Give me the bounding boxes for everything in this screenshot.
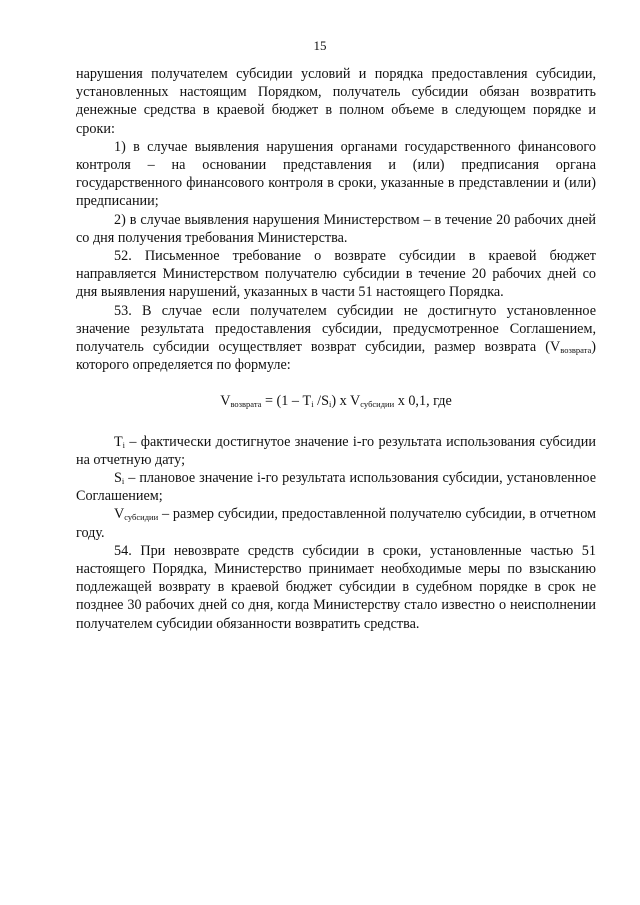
formula-end: x 0,1, где: [394, 393, 452, 410]
definition-v-symbol: V: [114, 506, 125, 523]
definition-t-symbol: T: [114, 433, 123, 450]
definition-v-sub: субсидии: [124, 512, 159, 523]
formula-eq: = (1 – T: [261, 393, 312, 410]
paragraph-53-subscript: возврата: [560, 345, 592, 356]
paragraph-53-text: 53. В случае если получателем субсидии не достигнуто установленное значение результата предоставления субсидии, предусмотренное Соглашением, получатель субсидии осуществляет возврат субсидии, размер возврата (V: [76, 302, 596, 356]
definition-s-symbol: S: [114, 470, 122, 487]
document-body: [76, 65, 596, 633]
definition-t-sub: i: [122, 439, 126, 450]
paragraph-54: 54. При невозврате средств субсидии в сроки, установленные частью 51 настоящего Порядка, Министерство принимает необходимые меры по взысканию подлежащей возврату в краевой бюджет субсидии в судебном порядке в срок не позднее 30 рабочих дней со дня, когда Министерству стало известно о неисполнении получателем субсидии обязанности возвратить средства.: [76, 542, 596, 632]
paragraph-52: 52. Письменное требование о возврате субсидии в краевой бюджет направляется Министерством получателю субсидии в течение 20 рабочих дней со дня выявления нарушений, указанных в части 51 настоящего Порядка.: [76, 248, 596, 301]
paragraph-53: [76, 302, 596, 375]
definition-s-text: – плановое значение i-го результата использования субсидии, установленное Соглашением;: [76, 470, 596, 505]
formula-mid: ) x V: [331, 393, 361, 410]
definition-t: [76, 433, 596, 469]
formula-v: V: [220, 393, 231, 410]
formula-sub-subsidy: субсидии: [360, 399, 395, 410]
definition-v-text: – размер субсидии, предоставленной получателю субсидии, в отчетном году.: [76, 506, 596, 541]
definition-s-sub: i: [121, 476, 125, 487]
page-number: 15: [313, 38, 327, 53]
definition-t-text: – фактически достигнутое значение i-го результата использования субсидии на отчетную дату;: [76, 433, 596, 468]
formula-sub-i1: i: [311, 399, 314, 410]
formula-slash: /S: [313, 393, 329, 410]
paragraph-item-2: 2) в случае выявления нарушения Министерством – в течение 20 рабочих дней со дня получения требования Министерства.: [76, 211, 596, 246]
formula-sub-return: возврата: [230, 399, 262, 410]
paragraph-53-end: ) которого определяется по формуле:: [76, 339, 596, 374]
paragraph-item-1: 1) в случае выявления нарушения органами государственного финансового контроля – на основании представления и (или) предписания органа государственного финансового контроля в сроки, указанные в представлении и (или) предписании;: [76, 138, 596, 210]
return-formula: [76, 392, 596, 410]
definition-s: [76, 469, 596, 505]
formula-sub-i2: i: [328, 399, 332, 410]
definition-v: [76, 505, 596, 541]
paragraph-intro: нарушения получателем субсидии условий и порядка предоставления субсидии, установленных настоящим Порядком, получатель субсидии обязан возвратить денежные средства в краевой бюджет в полном объеме в следующем порядке и сроки:: [76, 66, 596, 137]
